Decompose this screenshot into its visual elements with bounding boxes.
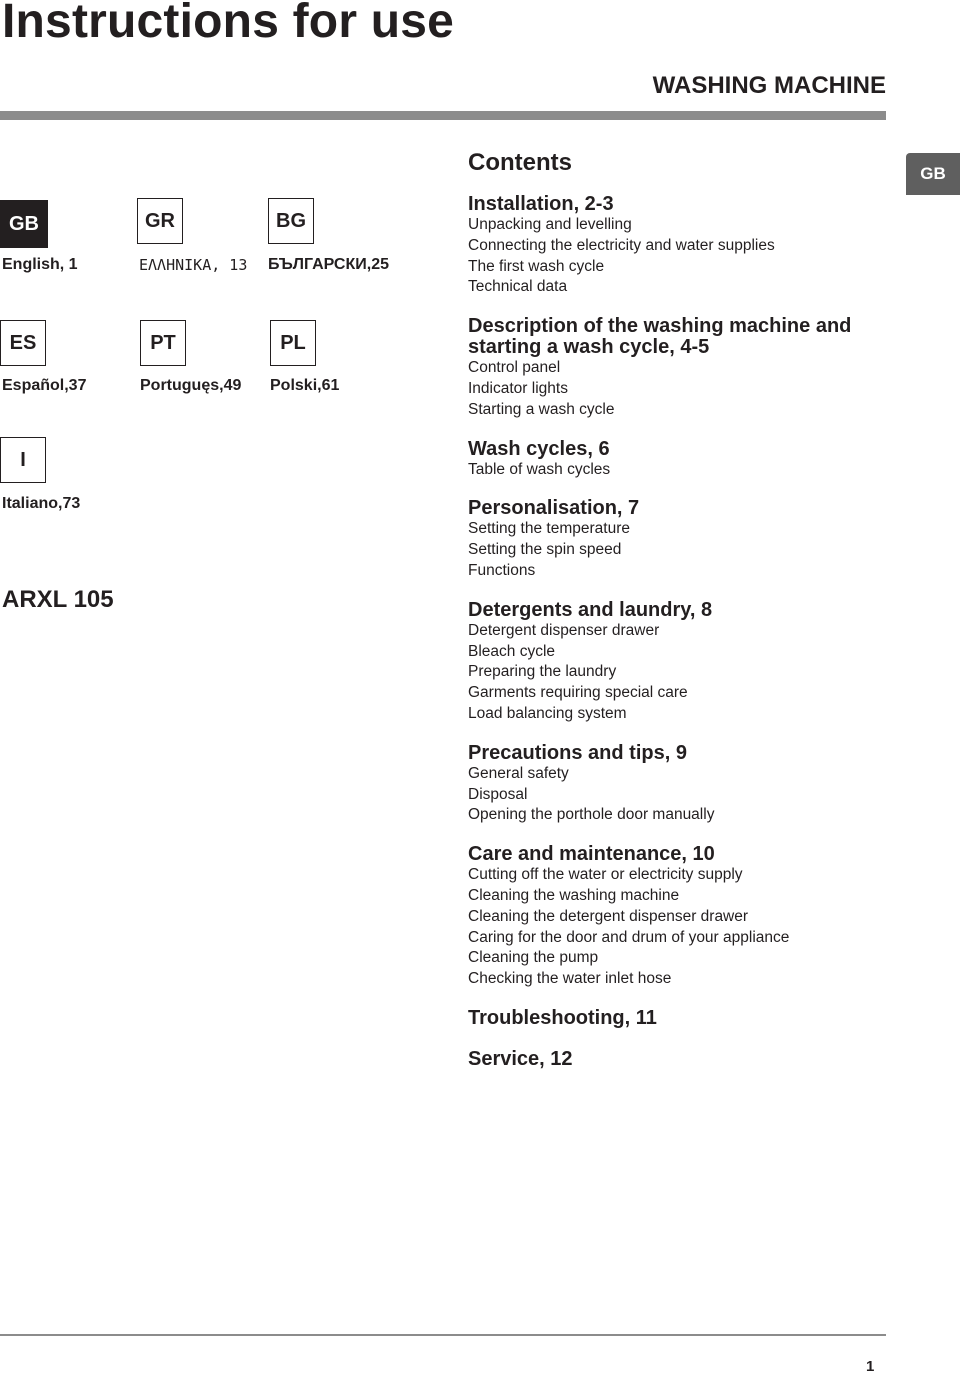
- toc-item[interactable]: Opening the porthole door manually: [468, 806, 715, 824]
- toc-item[interactable]: Control panel: [468, 359, 561, 377]
- toc-section: [468, 1049, 898, 1070]
- toc-item[interactable]: Setting the temperature: [468, 520, 630, 538]
- language-code-box: PL: [270, 320, 316, 366]
- toc-item[interactable]: General safety: [468, 764, 569, 782]
- toc-item[interactable]: Load balancing system: [468, 704, 627, 722]
- language-label-es: Español,37: [2, 377, 87, 394]
- language-code-box: PT: [140, 320, 186, 366]
- toc-item[interactable]: Starting a wash cycle: [468, 400, 615, 418]
- language-code-box: BG: [268, 198, 314, 244]
- model-number: ARXL 105: [2, 586, 114, 613]
- language-label-bg: БЪЛГАРСКИ,25: [268, 256, 389, 273]
- language-label-gr: ΕΛΛΗΝΙΚΑ, 13: [139, 256, 248, 274]
- toc-item[interactable]: Garments requiring special care: [468, 684, 688, 702]
- toc-section: [468, 844, 898, 990]
- language-code-box: GB: [0, 200, 48, 248]
- product-subtitle: WASHING MACHINE: [652, 72, 886, 99]
- toc-item[interactable]: Setting the spin speed: [468, 541, 622, 559]
- toc-section: [468, 316, 898, 420]
- toc-section-title[interactable]: Precautions and tips, 9: [468, 741, 687, 764]
- language-label-gb: English, 1: [2, 256, 78, 273]
- toc-item[interactable]: Detergent dispenser drawer: [468, 621, 660, 639]
- toc-section: [468, 194, 898, 298]
- language-pl[interactable]: [270, 320, 316, 366]
- language-pt[interactable]: [140, 320, 186, 366]
- toc-section-title[interactable]: Personalisation, 7: [468, 497, 640, 520]
- toc-section-title[interactable]: Service, 12: [468, 1047, 573, 1070]
- page-title: Instructions for use: [2, 0, 455, 48]
- toc-item[interactable]: The first wash cycle: [468, 257, 605, 275]
- toc-item[interactable]: Cleaning the pump: [468, 949, 599, 967]
- toc-item[interactable]: Caring for the door and drum of your appliance: [468, 928, 790, 946]
- toc-section-title[interactable]: Wash cycles, 6: [468, 437, 610, 460]
- toc-item[interactable]: Indicator lights: [468, 379, 568, 397]
- contents-heading: Contents: [468, 149, 572, 176]
- toc-item[interactable]: Technical data: [468, 278, 568, 296]
- toc-item[interactable]: Checking the water inlet hose: [468, 970, 672, 988]
- table-of-contents: [468, 194, 898, 1070]
- toc-section-title[interactable]: Installation, 2-3: [468, 193, 614, 215]
- language-label-pl: Polski,61: [270, 377, 340, 394]
- toc-item[interactable]: Bleach cycle: [468, 642, 556, 660]
- toc-item[interactable]: Cutting off the water or electricity supply: [468, 866, 743, 884]
- toc-section-title[interactable]: Detergents and laundry, 8: [468, 598, 713, 621]
- toc-item[interactable]: Preparing the laundry: [468, 663, 617, 681]
- toc-item[interactable]: Connecting the electricity and water supplies: [468, 236, 775, 254]
- toc-section: [468, 498, 898, 581]
- language-code-box: ES: [0, 320, 46, 366]
- toc-section: [468, 1008, 898, 1029]
- language-code-box: GR: [137, 198, 183, 244]
- language-bg[interactable]: [268, 198, 314, 244]
- toc-section: [468, 600, 898, 725]
- bottom-divider: [0, 1334, 886, 1336]
- toc-section: [468, 439, 898, 481]
- toc-section: [468, 743, 898, 826]
- language-label-it: Italiano,73: [2, 495, 81, 512]
- language-label-pt: Portuguęs,49: [140, 377, 242, 394]
- toc-section-title[interactable]: Care and maintenance, 10: [468, 843, 715, 866]
- toc-section-title[interactable]: Troubleshooting, 11: [468, 1006, 657, 1029]
- language-es[interactable]: [0, 320, 46, 366]
- toc-item[interactable]: Functions: [468, 561, 536, 579]
- toc-item[interactable]: Cleaning the washing machine: [468, 886, 680, 904]
- language-code-box: I: [0, 437, 46, 483]
- toc-item[interactable]: Table of wash cycles: [468, 460, 611, 478]
- language-side-tab: GB: [906, 153, 960, 195]
- toc-item[interactable]: Cleaning the detergent dispenser drawer: [468, 907, 749, 925]
- language-gr[interactable]: [137, 198, 183, 244]
- toc-section-title[interactable]: Description of the washing machine and starting a wash cycle, 4-5: [468, 315, 852, 359]
- language-gb[interactable]: [0, 200, 48, 248]
- language-it[interactable]: [0, 437, 46, 483]
- page-number: 1: [866, 1358, 875, 1375]
- top-divider: [0, 111, 886, 120]
- toc-item[interactable]: Unpacking and levelling: [468, 216, 632, 233]
- toc-item[interactable]: Disposal: [468, 785, 528, 803]
